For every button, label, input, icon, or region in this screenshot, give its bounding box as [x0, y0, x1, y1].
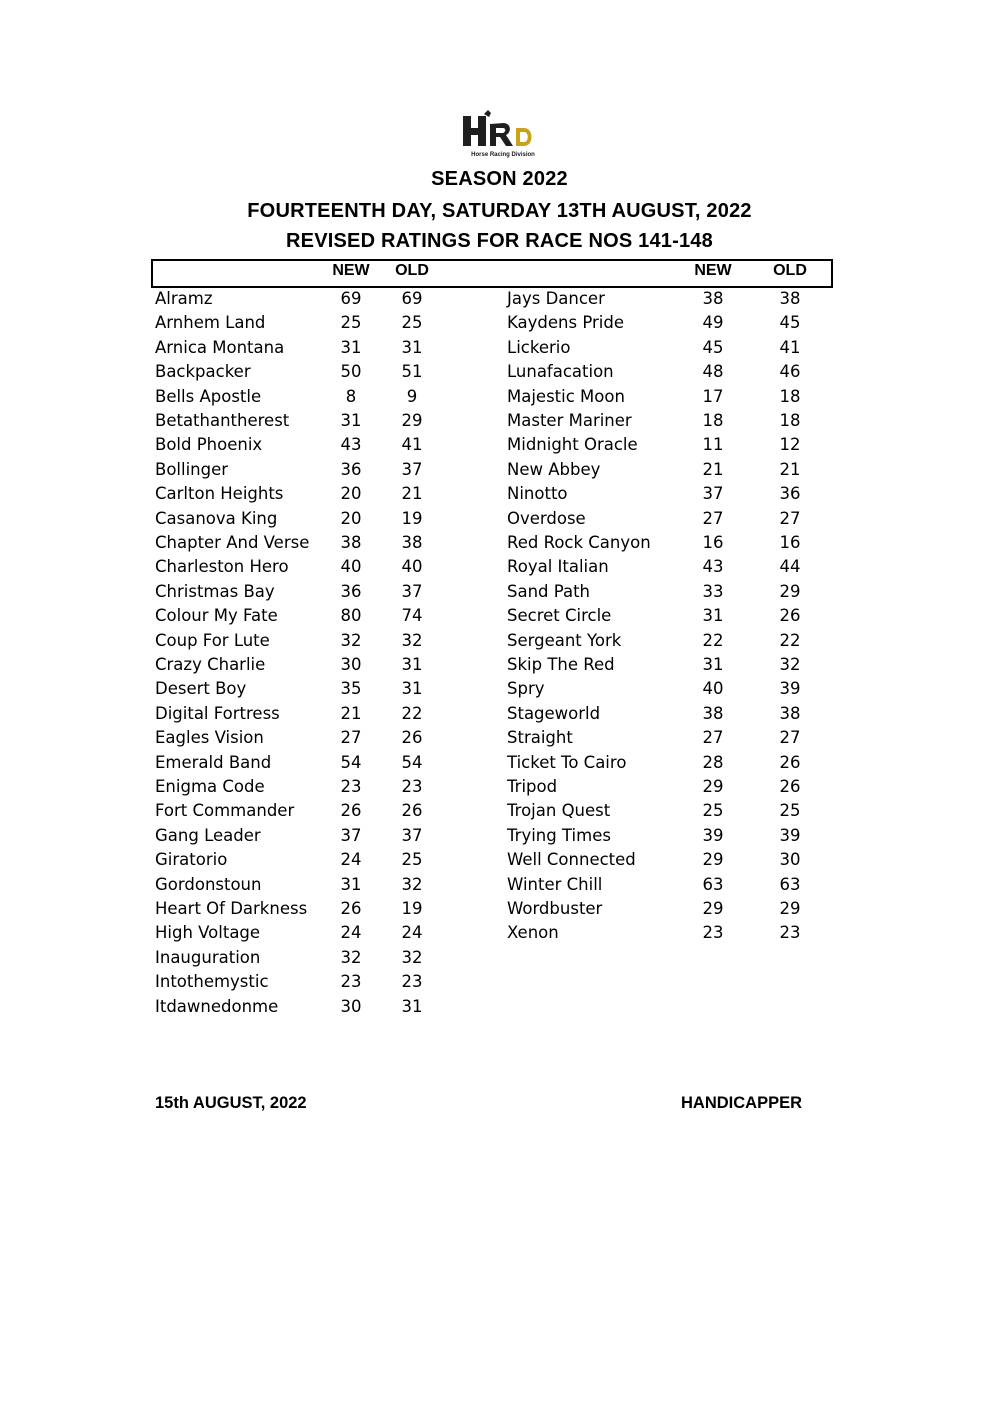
horse-name: Intothemystic	[155, 972, 269, 992]
new-rating: 38	[340, 533, 362, 552]
old-rating: 23	[401, 777, 423, 796]
new-rating: 31	[340, 337, 362, 357]
table-row	[0, 509, 999, 533]
table-row	[0, 704, 999, 728]
horse-name: New Abbey	[507, 459, 601, 479]
new-rating: 54	[340, 752, 362, 772]
horse-name: Lickerio	[507, 337, 571, 357]
horse-name: Chapter And Verse	[155, 533, 310, 552]
old-rating: 23	[779, 923, 801, 943]
new-rating: 24	[340, 923, 362, 943]
new-rating: 39	[702, 825, 724, 845]
season-title: SEASON 2022	[431, 168, 568, 190]
horse-name: Trojan Quest	[507, 801, 611, 821]
horse-name: Digital Fortress	[155, 703, 280, 723]
horse-name: Midnight Oracle	[507, 435, 638, 455]
new-rating: 50	[340, 362, 362, 382]
table-row	[0, 801, 999, 825]
horse-name: Alramz	[155, 289, 213, 308]
new-rating: 27	[702, 508, 724, 528]
new-rating: 33	[702, 581, 724, 601]
old-rating: 9	[406, 386, 418, 406]
horse-name: Majestic Moon	[507, 386, 625, 406]
old-rating: 25	[401, 313, 423, 333]
new-rating: 20	[340, 508, 362, 528]
horse-name: Master Mariner	[507, 411, 632, 430]
new-rating: 21	[340, 703, 362, 723]
new-rating: 24	[340, 850, 362, 870]
horse-name: Jays Dancer	[507, 289, 605, 308]
table-row	[0, 362, 999, 386]
horse-name: Betathantherest	[155, 411, 290, 430]
old-rating: 32	[779, 655, 801, 674]
old-rating: 31	[401, 337, 423, 357]
new-rating: 22	[702, 630, 724, 650]
horse-name: High Voltage	[155, 923, 261, 943]
horse-name: Lunafacation	[507, 362, 614, 382]
new-rating: 38	[702, 703, 724, 723]
old-rating: 26	[779, 777, 801, 796]
horse-name: Ninotto	[507, 484, 568, 504]
footer-signature: HANDICAPPER	[681, 1094, 803, 1112]
table-row	[0, 923, 999, 947]
horse-name: Spry	[507, 679, 545, 699]
header-old-left: OLD	[395, 262, 429, 279]
new-rating: 27	[340, 728, 362, 748]
table-row	[0, 728, 999, 752]
old-rating: 44	[779, 557, 801, 577]
old-rating: 38	[779, 289, 801, 308]
footer-date: 15th AUGUST, 2022	[155, 1094, 307, 1112]
old-rating: 29	[401, 411, 423, 430]
new-rating: 11	[702, 435, 724, 455]
horse-name: Emerald Band	[155, 752, 272, 772]
old-rating: 41	[401, 435, 423, 455]
header-old-right: OLD	[773, 262, 807, 279]
new-rating: 23	[702, 923, 724, 943]
old-rating: 54	[401, 752, 423, 772]
revised-title: REVISED RATINGS FOR RACE NOS 141-148	[286, 230, 713, 252]
old-rating: 26	[779, 606, 801, 626]
old-rating: 27	[779, 728, 801, 748]
horse-name: Eagles Vision	[155, 728, 264, 748]
old-rating: 25	[779, 801, 801, 821]
new-rating: 30	[340, 996, 362, 1016]
table-row	[0, 484, 999, 508]
table-row	[0, 338, 999, 362]
old-rating: 21	[779, 459, 801, 479]
old-rating: 18	[779, 386, 801, 406]
horse-name: Bold Phoenix	[155, 435, 263, 455]
horse-name: Straight	[507, 728, 573, 748]
new-rating: 31	[702, 655, 724, 674]
old-rating: 45	[779, 313, 801, 333]
horse-name: Tripod	[507, 777, 558, 796]
new-rating: 40	[702, 679, 724, 699]
horse-name: Itdawnedonme	[155, 996, 279, 1016]
horse-name: Secret Circle	[507, 606, 612, 626]
new-rating: 49	[702, 313, 724, 333]
horse-name: Backpacker	[155, 362, 251, 382]
day-title: FOURTEENTH DAY, SATURDAY 13TH AUGUST, 2022	[247, 200, 752, 222]
old-rating: 27	[779, 508, 801, 528]
table-row	[0, 631, 999, 655]
new-rating: 20	[340, 484, 362, 504]
old-rating: 19	[401, 899, 423, 918]
new-rating: 25	[702, 801, 724, 821]
old-rating: 29	[779, 899, 801, 918]
old-rating: 31	[401, 679, 423, 699]
new-rating: 29	[702, 850, 724, 870]
old-rating: 25	[401, 850, 423, 870]
horse-name: Fort Commander	[155, 801, 295, 821]
old-rating: 12	[779, 435, 801, 455]
horse-name: Charleston Hero	[155, 557, 289, 577]
old-rating: 46	[779, 362, 801, 382]
old-rating: 39	[779, 679, 801, 699]
new-rating: 36	[340, 581, 362, 601]
horse-name: Ticket To Cairo	[507, 752, 627, 772]
new-rating: 43	[702, 557, 724, 577]
table-row	[0, 875, 999, 899]
old-rating: 24	[401, 923, 423, 943]
new-rating: 17	[702, 386, 724, 406]
new-rating: 31	[340, 411, 362, 430]
old-rating: 37	[401, 825, 423, 845]
new-rating: 35	[340, 679, 362, 699]
old-rating: 31	[401, 655, 423, 674]
old-rating: 32	[401, 874, 423, 894]
old-rating: 23	[401, 972, 423, 992]
horse-name: Stageworld	[507, 703, 601, 723]
old-rating: 18	[779, 411, 801, 430]
new-rating: 32	[340, 947, 362, 967]
horse-name: Skip The Red	[507, 655, 615, 674]
horse-name: Gordonstoun	[155, 874, 262, 894]
new-rating: 27	[702, 728, 724, 748]
horse-name: Crazy Charlie	[155, 655, 266, 674]
horse-name: Bells Apostle	[155, 386, 262, 406]
new-rating: 16	[702, 533, 724, 552]
new-rating: 8	[345, 386, 357, 406]
horse-name: Xenon	[507, 923, 559, 943]
new-rating: 45	[702, 337, 724, 357]
old-rating: 39	[779, 825, 801, 845]
new-rating: 29	[702, 899, 724, 918]
table-row	[0, 753, 999, 777]
header-new-left: NEW	[332, 262, 370, 279]
horse-name: Arnica Montana	[155, 337, 285, 357]
old-rating: 22	[401, 703, 423, 723]
horse-name: Bollinger	[155, 459, 229, 479]
new-rating: 37	[702, 484, 724, 504]
horse-name: Colour My Fate	[155, 606, 278, 626]
new-rating: 37	[340, 825, 362, 845]
table-row	[0, 460, 999, 484]
horse-name: Wordbuster	[507, 899, 603, 918]
old-rating: 31	[401, 996, 423, 1016]
horse-name: Trying Times	[507, 825, 611, 845]
old-rating: 37	[401, 459, 423, 479]
table-row	[0, 850, 999, 874]
table-row	[0, 777, 999, 801]
table-row	[0, 313, 999, 337]
table-row	[0, 387, 999, 411]
horse-name: Giratorio	[155, 850, 228, 870]
old-rating: 63	[779, 874, 801, 894]
new-rating: 63	[702, 874, 724, 894]
table-row	[0, 826, 999, 850]
old-rating: 37	[401, 581, 423, 601]
new-rating: 23	[340, 972, 362, 992]
new-rating: 29	[702, 777, 724, 796]
old-rating: 21	[401, 484, 423, 504]
old-rating: 32	[401, 947, 423, 967]
horse-name: Christmas Bay	[155, 581, 275, 601]
new-rating: 26	[340, 801, 362, 821]
old-rating: 26	[401, 801, 423, 821]
old-rating: 16	[779, 533, 801, 552]
old-rating: 32	[401, 630, 423, 650]
table-row	[0, 997, 999, 1021]
new-rating: 25	[340, 313, 362, 333]
old-rating: 22	[779, 630, 801, 650]
new-rating: 31	[340, 874, 362, 894]
table-row	[0, 557, 999, 581]
header-new-right: NEW	[694, 262, 732, 279]
table-row	[0, 606, 999, 630]
new-rating: 26	[340, 899, 362, 918]
new-rating: 40	[340, 557, 362, 577]
old-rating: 74	[401, 606, 423, 626]
horse-name: Coup For Lute	[155, 630, 270, 650]
horse-name: Arnhem Land	[155, 313, 266, 333]
new-rating: 69	[340, 289, 362, 308]
horse-name: Royal Italian	[507, 557, 609, 577]
new-rating: 38	[702, 289, 724, 308]
horse-name: Sergeant York	[507, 630, 622, 650]
old-rating: 26	[401, 728, 423, 748]
horse-name: Enigma Code	[155, 777, 265, 796]
table-row	[0, 289, 999, 313]
new-rating: 21	[702, 459, 724, 479]
table-row	[0, 679, 999, 703]
old-rating: 29	[779, 581, 801, 601]
horse-name: Casanova King	[155, 508, 278, 528]
horse-name: Red Rock Canyon	[507, 533, 651, 552]
table-row	[0, 435, 999, 459]
table-row	[0, 533, 999, 557]
horse-name: Carlton Heights	[155, 484, 284, 504]
old-rating: 41	[779, 337, 801, 357]
new-rating: 43	[340, 435, 362, 455]
new-rating: 36	[340, 459, 362, 479]
new-rating: 18	[702, 411, 724, 430]
hrd-logo-mark	[458, 110, 548, 154]
new-rating: 32	[340, 630, 362, 650]
horse-name: Heart Of Darkness	[155, 899, 308, 918]
new-rating: 31	[702, 606, 724, 626]
logo-subtitle: Horse Racing Division	[471, 152, 535, 158]
old-rating: 19	[401, 508, 423, 528]
old-rating: 30	[779, 850, 801, 870]
horse-name: Desert Boy	[155, 679, 247, 699]
horse-name: Sand Path	[507, 581, 591, 601]
old-rating: 38	[779, 703, 801, 723]
new-rating: 30	[340, 655, 362, 674]
old-rating: 38	[401, 533, 423, 552]
table-row	[0, 972, 999, 996]
horse-name: Well Connected	[507, 850, 636, 870]
horse-name: Overdose	[507, 508, 586, 528]
hrd-logo	[458, 110, 548, 162]
horse-name: Inauguration	[155, 947, 261, 967]
table-row	[0, 899, 999, 923]
horse-name: Kaydens Pride	[507, 313, 624, 333]
horse-name: Winter Chill	[507, 874, 603, 894]
horse-name: Gang Leader	[155, 825, 261, 845]
table-row	[0, 411, 999, 435]
new-rating: 80	[340, 606, 362, 626]
table-row	[0, 655, 999, 679]
old-rating: 36	[779, 484, 801, 504]
table-row	[0, 948, 999, 972]
new-rating: 28	[702, 752, 724, 772]
old-rating: 69	[401, 289, 423, 308]
old-rating: 26	[779, 752, 801, 772]
new-rating: 23	[340, 777, 362, 796]
table-row	[0, 582, 999, 606]
old-rating: 40	[401, 557, 423, 577]
new-rating: 48	[702, 362, 724, 382]
old-rating: 51	[401, 362, 423, 382]
